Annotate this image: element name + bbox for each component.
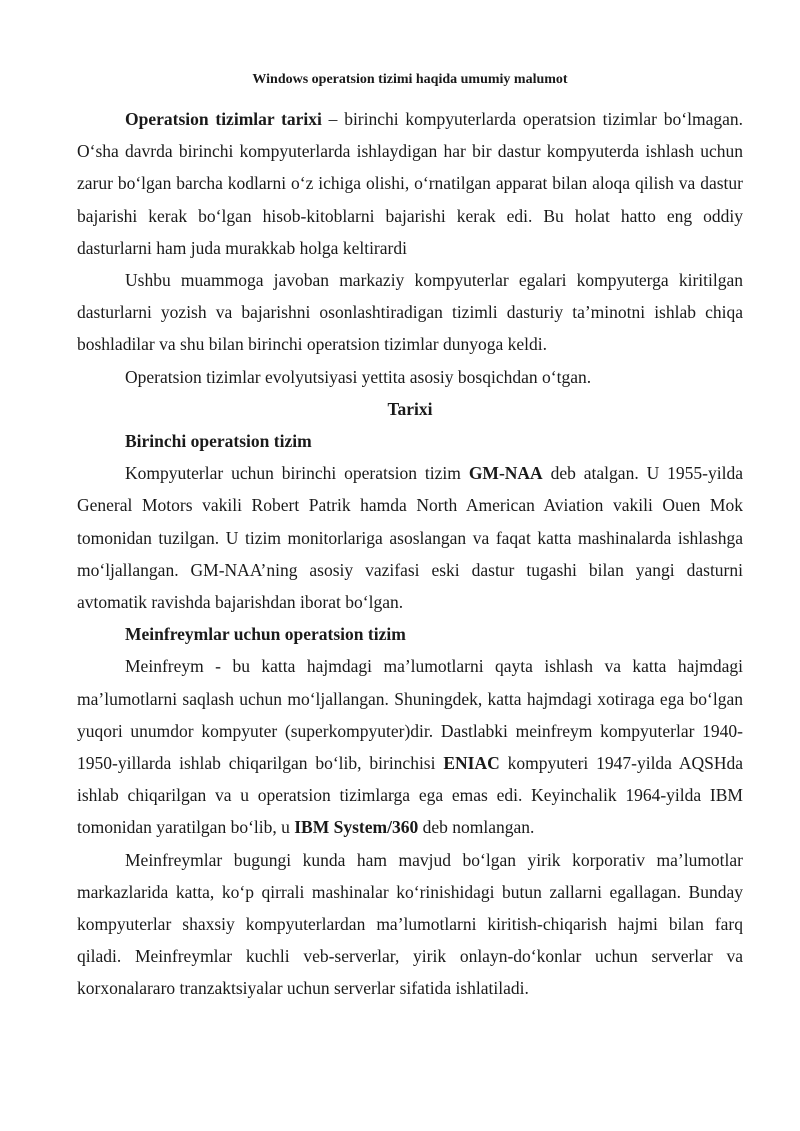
heading-first-os: Birinchi operatsion tizim: [125, 431, 312, 452]
intro-paragraph: [77, 103, 743, 264]
gm-naa-bold: GM-NAA: [468, 463, 543, 484]
heading-mainframe-os: Meinfreymlar uchun operatsion tizim: [125, 624, 406, 645]
first-os-paragraph: [77, 457, 743, 618]
mainframe-text-1: Meinfreym - bu katta hajmdagi ma’lumotlarni qayta ishlash va katta hajmdagi ma’lumotlarni saqlash uchun mo‘ljallangan. Shuningdek, katta hajmdagi xotiraga ega bo‘lgan yuqori unumdor kompyuter (superkompyuter)dir. Dastlabki meinfreym kompyuterlar 1940-1950-yillarda ishlab chiqarilgan bo‘lib, birinchisi: [77, 656, 743, 774]
intro-paragraph-2: Ushbu muammoga javoban markaziy kompyuterlar egalari kompyuterga kiritilgan dasturlarni yozish va bajarishni osonlashtiradigan tizimli dasturiy ta’minotni ishlab chiqa boshladilar va shu bilan birinchi operatsion tizimlar dunyoga keldi.: [77, 270, 743, 355]
first-os-text-2: deb atalgan. U 1955-yilda General Motors vakili Robert Patrik hamda North American Aviation vakili Ouen Mok tomonidan tuzilgan. U tizim monitorlariga asoslangan va faqat katta mashinalarda ishlashga mo‘ljallangan. GM-NAA’ning asosiy vazifasi eski dastur tugashi bilan yangi dasturni avtomatik ravishda bajarishdan iborat bo‘lgan.: [77, 463, 743, 613]
intro-lead-bold: Operatsion tizimlar tarixi: [125, 109, 322, 129]
intro-paragraph-3: Operatsion tizimlar evolyutsiyasi yettita asosiy bosqichdan o‘tgan.: [125, 366, 592, 387]
eniac-bold: ENIAC: [443, 753, 500, 774]
first-os-text-1: Kompyuterlar uchun birinchi operatsion tizim: [125, 463, 469, 484]
mainframe-paragraph-1: [77, 650, 743, 843]
mainframe-text-2: kompyuteri 1947-yilda AQSHda ishlab chiqarilgan va u operatsion tizimlarga ega emas edi. Keyinchalik 1964-yilda IBM tomonidan yaratilgan bo‘lib, u: [77, 753, 744, 838]
mainframe-paragraph-2: Meinfreymlar bugungi kunda ham mavjud bo‘lgan yirik korporativ ma’lumotlar markazlarida katta, ko‘p qirrali mashinalar ko‘rinishidagi butun zallarni egallagan. Bunday kompyuterlar shaxsiy kompyuterlardan ma’lumotlarni kiritish-chiqarish hajmi bilan farq qiladi. Meinfreymlar kuchli veb-serverlar, yirik onlayn-do‘konlar uchun serverlar va korxonalararo tranzaktsiyalar uchun serverlar sifatida ishlatiladi.: [77, 849, 743, 999]
mainframe-text-3: deb nomlangan.: [418, 817, 535, 838]
document-title: Windows operatsion tizimi haqida umumiy malumot: [252, 72, 568, 87]
section-heading-tarixi: Tarixi: [387, 398, 433, 419]
intro-lead-text: – birinchi kompyuterlarda operatsion tizimlar bo‘lmagan. O‘sha davrda birinchi kompyuterlarda ishlaydigan har bir dastur kompyuterda ishlash uchun zarur bo‘lgan barcha kodlarni o‘z ichiga olishi, o‘rnatilgan apparat bilan aloqa qilish va dastur bajarishi kerak bo‘lgan hisob-kitoblarni bajarishi kerak edi. Bu holat hatto eng oddiy dasturlarni ham juda murakkab holga keltirardi: [77, 109, 743, 258]
ibm-system-360-bold: IBM System/360: [294, 817, 419, 838]
